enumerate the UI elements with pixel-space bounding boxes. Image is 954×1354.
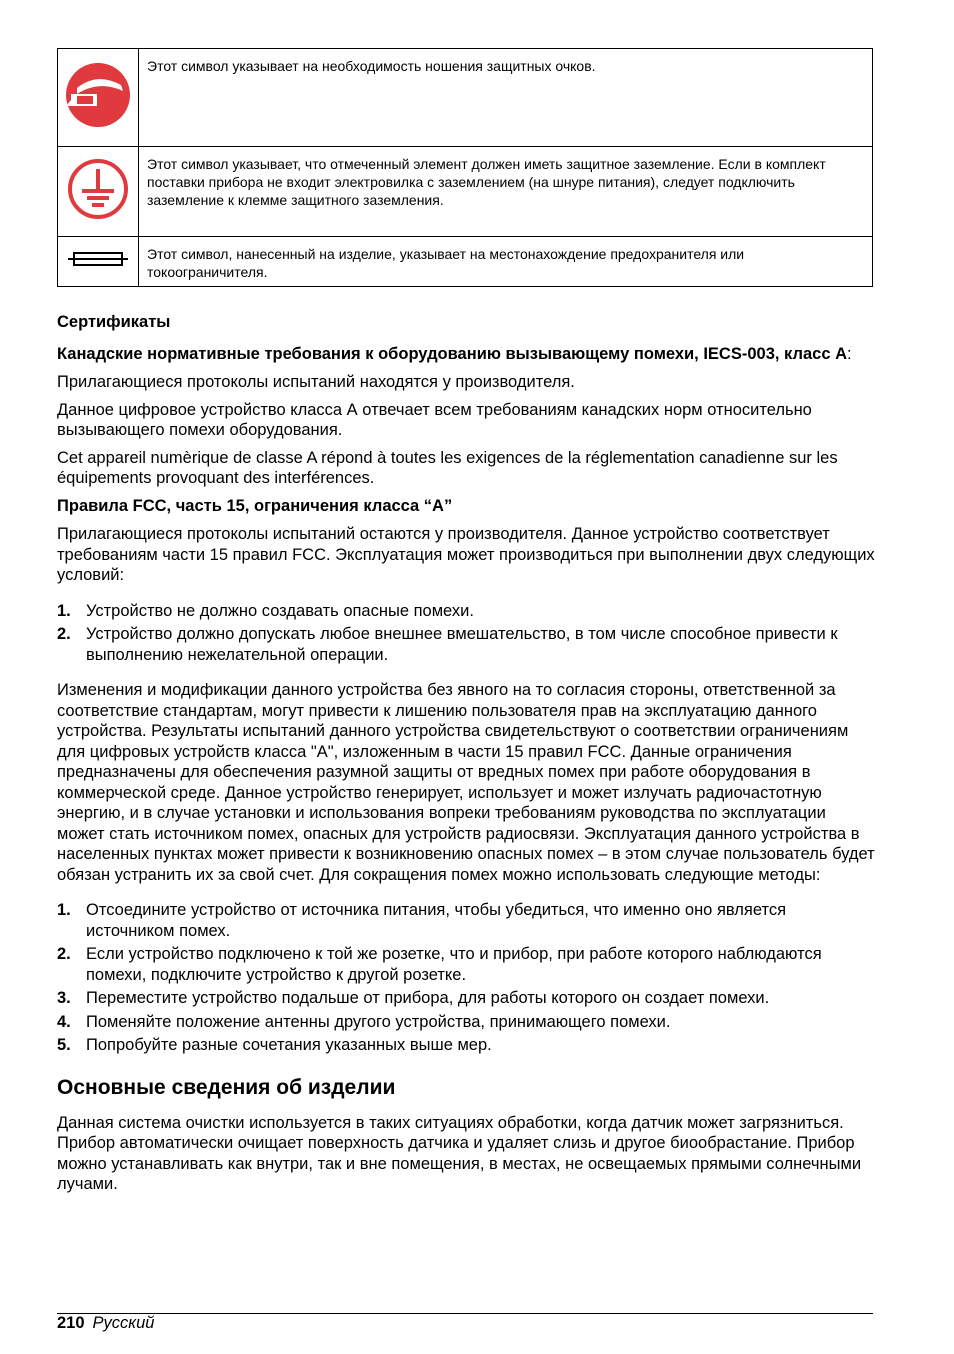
list-number: 2. bbox=[57, 625, 71, 643]
symbol-description: Этот символ, нанесенный на изделие, указывает на местонахождение предохранителя или токоограничителя. bbox=[139, 237, 873, 287]
list-number: 1. bbox=[57, 901, 71, 919]
list-item bbox=[57, 988, 877, 1009]
list-item bbox=[57, 900, 877, 941]
list-number: 2. bbox=[57, 945, 71, 963]
footer-divider bbox=[57, 1313, 873, 1314]
list-number: 1. bbox=[57, 601, 71, 620]
page-footer bbox=[57, 1313, 154, 1333]
list-item bbox=[57, 601, 877, 622]
list-number: 5. bbox=[57, 1036, 71, 1054]
list-item bbox=[57, 1012, 877, 1033]
list-item bbox=[57, 1035, 877, 1056]
product-info-heading: Основные сведения об изделии bbox=[57, 1075, 396, 1099]
list-number: 3. bbox=[57, 989, 71, 1007]
list-text: Устройство должно допускать любое внешнее вмешательство, в том числе способное привести к выполнению нежелательной операции. bbox=[86, 625, 838, 664]
symbol-icon-cell bbox=[58, 147, 139, 237]
canada-heading-text: Канадские нормативные требования к оборудованию вызывающему помехи, IECS-003, класс А bbox=[57, 344, 848, 363]
certificates-heading: Сертификаты bbox=[57, 313, 171, 331]
symbol-row-goggles bbox=[58, 49, 873, 147]
paragraph: Прилагающиеся протоколы испытаний находятся у производителя. bbox=[57, 373, 575, 391]
list-text: Попробуйте разные сочетания указанных выше мер. bbox=[86, 1036, 492, 1054]
paragraph: Прилагающиеся протоколы испытаний остаются у производителя. Данное устройство соответствует требованиям части 15 правил FCC. Эксплуатация может производиться при выполнении двух следующих условий: bbox=[57, 525, 875, 584]
list-number: 4. bbox=[57, 1012, 71, 1031]
paragraph: Данное цифровое устройство класса А отвечает всем требованиям канадских норм относительно вызывающего помехи оборудования. bbox=[57, 400, 812, 439]
canada-requirements-heading bbox=[57, 344, 877, 365]
list-text: Переместите устройство подальше от прибора, для работы которого он создает помехи. bbox=[86, 989, 770, 1007]
list-text: Поменяйте положение антенны другого устройства, принимающего помехи. bbox=[86, 1012, 671, 1031]
safety-symbols-table bbox=[57, 48, 873, 287]
paragraph: Изменения и модификации данного устройства без явного на то согласия стороны, ответственной за соответствие стандартам, могут привести к лишению пользователя прав на эксплуатацию данного устройства. Результаты испытаний данного устройства свидетельствуют о соответствии ограничениям для цифровых устройств класса "А", изложенным в части 15 правил FCC. Данные ограничения предназначены для обеспечения разумной защиты от вредных помех при работе оборудования в коммерческой среде. Данное устройство генерирует, использует и может излучать радиочастотную энергию, и в случае установки и использования вопреки требованиям руководства по эксплуатации может стать источником помех, опасных для устройств радиосвязи. Эксплуатация данного устройства в населенных пунктах может привести к возникновению опасных помех – в этом случае пользователь будет обязан устранить их за свой счет. Для сокращения помех можно использовать следующие методы: bbox=[57, 681, 875, 884]
canada-heading-suffix: : bbox=[847, 344, 852, 363]
fcc-conditions-list bbox=[57, 601, 877, 666]
footer-language: Русский bbox=[92, 1314, 155, 1332]
list-item bbox=[57, 944, 877, 985]
symbol-description: Этот символ указывает, что отмеченный элемент должен иметь защитное заземление. Если в комплект поставки прибора не входит электровилка с заземлением (на шнуре питания), следует подключить заземление к клемме защитного заземления. bbox=[139, 147, 873, 237]
safety-goggles-icon bbox=[63, 60, 133, 130]
paragraph-french: Cet appareil numèrique de classe A répond à toutes les exigences de la réglementation canadienne sur les équipements provoquant des interférences. bbox=[57, 448, 838, 487]
list-item bbox=[57, 624, 877, 665]
symbol-row-earth bbox=[58, 147, 873, 237]
paragraph: Данная система очистки используется в таких ситуациях обработки, когда датчик может загрязниться. Прибор автоматически очищает поверхность датчика и удаляет слизь и другое биообрастание. Прибор можно устанавливать как внутри, так и вне помещения, в местах, не освещаемых прямыми солнечными лучами. bbox=[57, 1113, 862, 1193]
list-text: Устройство не должно создавать опасные помехи. bbox=[86, 601, 474, 620]
page-number: 210 bbox=[57, 1314, 85, 1332]
symbol-icon-cell bbox=[58, 49, 139, 147]
interference-methods-list bbox=[57, 900, 877, 1056]
symbol-description: Этот символ указывает на необходимость ношения защитных очков. bbox=[139, 49, 873, 147]
symbol-row-fuse bbox=[58, 237, 873, 287]
fcc-heading: Правила FCC, часть 15, ограничения класса “A” bbox=[57, 496, 453, 515]
symbol-icon-cell bbox=[58, 237, 139, 287]
protective-earth-icon bbox=[66, 157, 130, 221]
page-content bbox=[57, 312, 877, 1202]
fuse-icon bbox=[66, 249, 130, 269]
list-text: Отсоедините устройство от источника питания, чтобы убедиться, что именно оно является источником помех. bbox=[86, 901, 787, 940]
list-text: Если устройство подключено к той же розетке, что и прибор, при работе которого наблюдаются помехи, подключите устройство к другой розетке. bbox=[86, 945, 822, 984]
